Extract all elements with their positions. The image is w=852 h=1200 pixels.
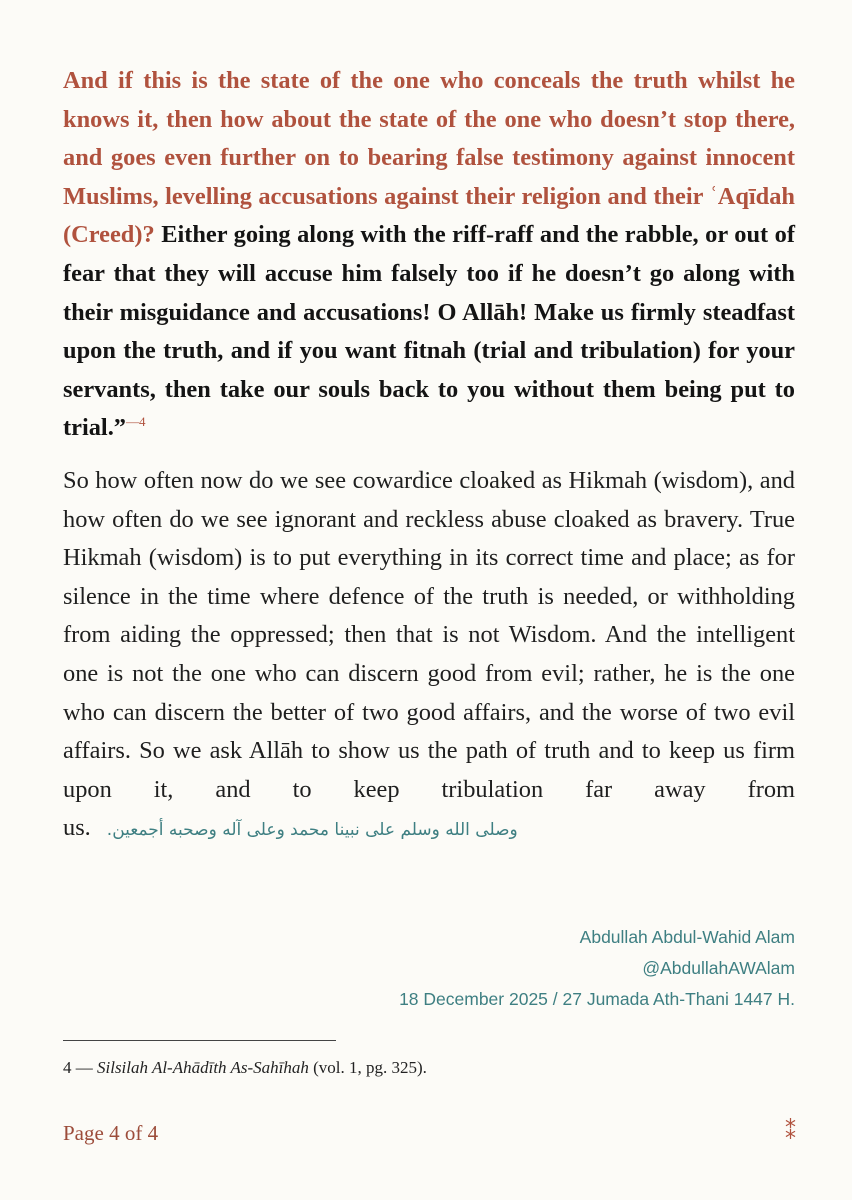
- author-handle: @AbdullahAWAlam: [642, 958, 795, 978]
- author-name: Abdullah Abdul-Wahid Alam: [579, 927, 795, 947]
- arabic-salutation: وصلى الله وسلم على نبينا محمد وعلى آله وصحبه أجمعين.: [106, 820, 518, 841]
- body-paragraph: [63, 462, 795, 850]
- ornament-icon: ⁑: [785, 1120, 796, 1145]
- page-number: Page 4 of 4: [63, 1121, 159, 1145]
- footnote-ref-detail: (vol. 1, pg. 325).: [313, 1058, 427, 1077]
- footnote-reference[interactable]: —4: [126, 414, 146, 430]
- quote-black-text: Either going along with the riff-raff and the rabble, or out of fear that they will accuse him falsely too if he doesn’t go along with their misguidance and accusations! O Allāh! Make us firmly steadfast upon the truth, and if you want fitnah (trial and tribulation) for your servants, then take our souls back to you without them being put to trial.”: [63, 221, 795, 442]
- footnote-number: 4 —: [63, 1058, 93, 1077]
- quote-red-text: And if this is the state of the one who conceals the truth whilst he knows it, then how about the state of the one who doesn’t stop there, and goes even further on to bearing false testimony against innocent Muslims, levelling accusations against their religion and their ʿAqīdah (Creed)?: [63, 67, 795, 249]
- quote-block: [63, 62, 795, 448]
- document-body: [63, 62, 795, 850]
- footnote-title: Silsilah Al-Ahādīth As-Sahīhah: [97, 1058, 309, 1077]
- author-signature: [399, 922, 795, 1015]
- paragraph-text: So how often now do we see cowardice cloaked as Hikmah (wisdom), and how often do we see ignorant and reckless abuse cloaked as bravery. True Hikmah (wisdom) is to put everything in its correct time and place; as for silence in the time where defence of the truth is needed, or withholding from aiding the oppressed; then that is not Wisdom. And the intelligent one is not the one who can discern good from evil; rather, he is the one who can discern the better of two good affairs, and the worse of two evil affairs. So we ask Allāh to show us the path of truth and to keep us firm upon it, and to keep tribulation far away from us.: [63, 466, 795, 842]
- publication-date: 18 December 2025 / 27 Jumada Ath-Thani 1447 H.: [399, 989, 795, 1009]
- footnote: [63, 1058, 427, 1078]
- footnote-divider: [63, 1040, 336, 1041]
